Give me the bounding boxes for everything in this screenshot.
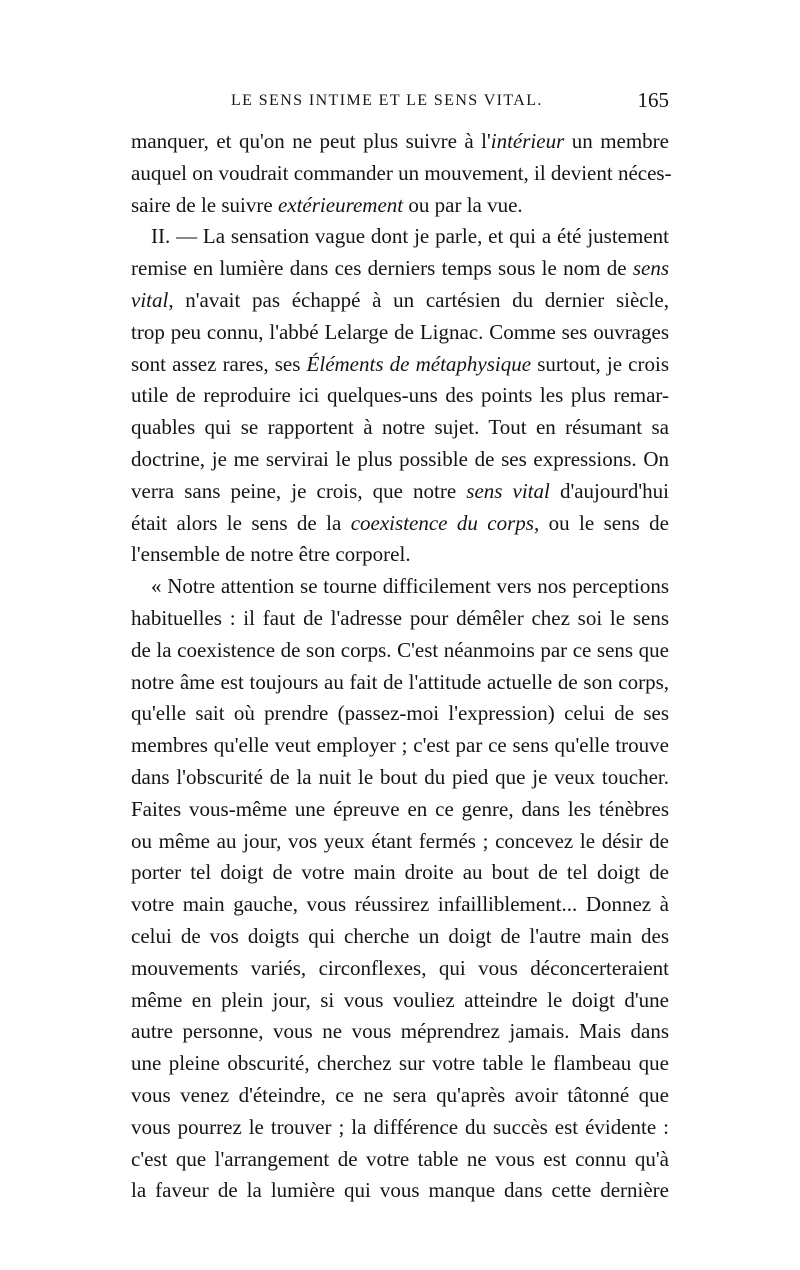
text-line <box>131 857 669 889</box>
text-run: une pleine obscurité, cherchez sur votre table le flambeau que <box>131 1051 669 1076</box>
text-line <box>131 253 669 285</box>
text-line <box>131 539 669 571</box>
text-run: ou par la vue. <box>403 192 523 217</box>
text-line <box>131 1112 669 1144</box>
body-text <box>131 126 672 1207</box>
italic-text: sens vital <box>466 478 550 503</box>
text-line <box>131 412 669 444</box>
text-run: c'est que l'arrangement de votre table ne vous est connu qu'à <box>131 1146 669 1171</box>
text-run: qu'elle sait où prendre (passez-moi l'expression) celui de ses <box>131 701 669 726</box>
text-line <box>131 571 669 603</box>
text-line <box>131 285 669 317</box>
italic-text: intérieur <box>490 129 565 153</box>
text-run: mouvements variés, circonflexes, qui vous déconcerteraient <box>131 955 669 980</box>
text-line <box>131 1144 669 1176</box>
text-line <box>131 444 669 476</box>
italic-text: vital <box>131 287 169 312</box>
paragraph <box>131 126 672 221</box>
text-run: la faveur de la lumière qui vous manque dans cette dernière <box>131 1178 669 1203</box>
text-run: utile de reproduire ici quelques-uns des points les plus remar- <box>131 383 669 408</box>
text-run: sont assez rares, ses <box>131 351 307 376</box>
text-run: votre main gauche, vous réussirez infailliblement... Donnez à <box>131 892 669 917</box>
text-line <box>131 794 669 826</box>
italic-text: Éléments de métaphysique <box>306 351 532 376</box>
text-run: manquer, et qu'on ne peut plus suivre à l' <box>131 129 491 153</box>
text-run: dans l'obscurité de la nuit le bout du pied que je veux toucher. <box>131 764 669 789</box>
text-run: autre personne, vous ne vous méprendrez jamais. Mais dans <box>131 1019 669 1044</box>
text-line <box>131 380 669 412</box>
italic-text: sens <box>632 256 669 281</box>
text-run: remise en lumière dans ces derniers temps sous le nom de <box>131 256 633 281</box>
text-run: membres qu'elle veut employer ; c'est par ce sens qu'elle trouve <box>131 733 669 758</box>
page-number: 165 <box>637 88 669 112</box>
text-run: II. — La sensation vague dont je parle, et qui a été justement <box>151 224 669 249</box>
text-run: quables qui se rapportent à notre sujet. Tout en résumant sa <box>131 415 669 440</box>
text-run: celui de vos doigts qui cherche un doigt de l'autre main des <box>131 923 669 948</box>
text-run: porter tel doigt de votre main droite au bout de tel doigt de <box>131 860 669 885</box>
text-line <box>131 762 669 794</box>
text-run: trop peu connu, l'abbé Lelarge de Lignac. Comme ses ouvrages <box>131 319 669 344</box>
text-line <box>131 698 669 730</box>
text-line <box>131 1175 669 1207</box>
text-run: même en plein jour, si vous vouliez atteindre le doigt d'une <box>131 987 669 1012</box>
text-line <box>131 603 669 635</box>
text-line <box>131 826 669 858</box>
text-line <box>131 889 669 921</box>
paragraph <box>131 221 669 571</box>
text-run: était alors le sens de la <box>131 510 351 535</box>
text-run: notre âme est toujours au fait de l'attitude actuelle de son corps, <box>131 669 669 694</box>
text-run: un membre <box>564 129 669 153</box>
text-line <box>131 985 669 1017</box>
text-run: saire de le suivre <box>131 192 278 217</box>
text-line <box>131 349 669 381</box>
paragraph <box>131 571 669 1207</box>
text-line <box>131 1016 669 1048</box>
text-line <box>131 1080 669 1112</box>
text-line <box>131 190 669 222</box>
text-line <box>131 921 669 953</box>
text-line <box>131 317 669 349</box>
book-page <box>131 88 672 1207</box>
text-run: verra sans peine, je crois, que notre <box>131 478 467 503</box>
text-line <box>131 953 669 985</box>
text-run: , ou le sens de <box>533 510 669 535</box>
text-run: vous venez d'éteindre, ce ne sera qu'après avoir tâtonné que <box>131 1082 669 1107</box>
text-run: auquel on voudrait commander un mouvement, il devient néces- <box>131 160 672 185</box>
text-line <box>131 635 669 667</box>
text-run: surtout, je crois <box>531 351 669 376</box>
text-run: vous pourrez le trouver ; la différence du succès est évidente : <box>131 1114 669 1139</box>
italic-text: extérieurement <box>277 192 404 217</box>
italic-text: coexistence du corps <box>350 510 534 535</box>
text-line <box>131 221 669 253</box>
text-run: ou même au jour, vos yeux étant fermés ; concevez le désir de <box>131 828 669 853</box>
text-run: , n'avait pas échappé à un cartésien du dernier siècle, <box>168 287 669 312</box>
text-run: de la coexistence de son corps. C'est néanmoins par ce sens que <box>131 637 669 662</box>
text-run: d'aujourd'hui <box>549 478 669 503</box>
running-title: LE SENS INTIME ET LE SENS VITAL. <box>231 92 543 109</box>
text-line <box>131 126 669 158</box>
text-run: l'ensemble de notre être corporel. <box>131 542 411 567</box>
text-line <box>131 667 669 699</box>
running-header <box>131 88 669 118</box>
text-line <box>131 508 669 540</box>
text-run: doctrine, je me servirai le plus possible de ses expressions. On <box>131 446 669 471</box>
text-line <box>131 476 669 508</box>
text-line <box>131 158 672 190</box>
text-run: « Notre attention se tourne difficilement vers nos perceptions <box>151 574 669 599</box>
text-line <box>131 730 669 762</box>
text-line <box>131 1048 669 1080</box>
text-run: habituelles : il faut de l'adresse pour démêler chez soi le sens <box>131 605 669 630</box>
text-run: Faites vous-même une épreuve en ce genre, dans les ténèbres <box>131 796 669 821</box>
